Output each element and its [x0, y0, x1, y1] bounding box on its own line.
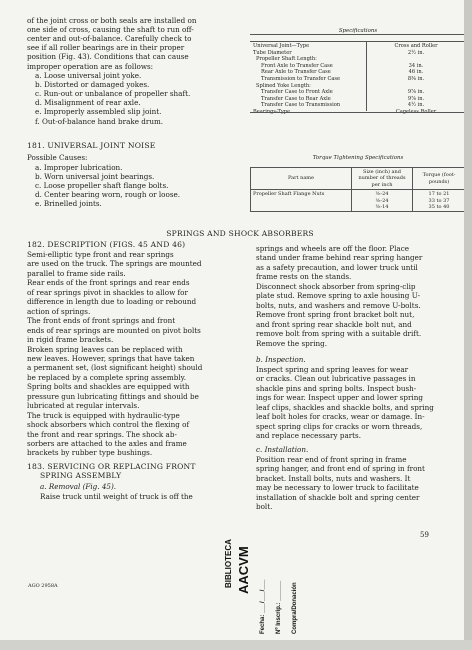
spec-value: 46 in. [408, 69, 424, 76]
text-line: Position rear end of front spring in frame [256, 455, 407, 464]
spec-value: 2½ in. [407, 49, 425, 56]
text-line: c. Loose propeller shaft flange bolts. [35, 181, 169, 191]
torque-size-1: ⅜-24 [375, 191, 389, 198]
spec-row [253, 56, 463, 63]
springs-section-title: SPRINGS AND SHOCK ABSORBERS [166, 229, 314, 238]
spec-label: Rear Axle to Transfer Case [261, 69, 331, 76]
text-line: are used on the truck. The springs are mounted [27, 259, 202, 269]
spec-value: 9⅞ in. [407, 89, 425, 96]
section-182-title: 182. DESCRIPTION (FIGS. 45 AND 46) [27, 240, 186, 249]
text-line: leaf bolt holes for cracks, wear or damage. In- [256, 412, 425, 422]
text-line: of rear springs pivot in shackles to allow for [27, 287, 188, 297]
spec-row [253, 43, 463, 50]
text-line: Disconnect shock absorber from spring-clip [256, 281, 416, 291]
text-line: Remove the spring. [256, 338, 328, 348]
spec-label: Transfer Case to Rear Axle [261, 95, 331, 102]
torque-value-2: 33 to 37 [428, 197, 450, 204]
torque-size-2: ⅜-24 [375, 197, 389, 204]
spec-title: Specifications [338, 28, 378, 34]
text-line: difference in length due to loading or rebound [27, 297, 197, 307]
spec-row [253, 76, 463, 83]
spec-label: Transfer Case to Transmission [261, 102, 341, 109]
text-line: shackle pins and spring bolts. Inspect bush- [256, 383, 417, 393]
text-line: one side of cross, causing the shaft to run off- [27, 25, 194, 35]
stamp-compra: Compra/Donación [292, 582, 298, 634]
text-line: leaf clips, shackles and shackle bolts, and spring [256, 402, 434, 412]
text-line: a permanent set, (lost significant height) should [27, 363, 203, 373]
text-line: bolts, nuts, and washers and remove U-bolts. [256, 300, 421, 310]
torque-header-torque: Torque (foot-pounds) [413, 168, 466, 190]
text-line: Broken spring leaves can be replaced with [27, 344, 183, 354]
text-line: remove bolt from spring with a suitable drift. [256, 329, 422, 339]
spec-label: Transfer Case to Front Axle [261, 89, 333, 96]
section-183-title-line2: SPRING ASSEMBLY [40, 471, 122, 480]
text-line: e. Improperly assembled slip joint. [35, 107, 162, 117]
text-line: shock absorbers which control the flexing of [27, 420, 190, 430]
spec-bottom-rule [250, 112, 466, 113]
torque-size-3: ⅜-14 [375, 204, 389, 211]
text-line: in rigid frame brackets. [27, 335, 114, 345]
text-line: ings for wear. Inspect upper and lower spring [256, 393, 423, 403]
spec-row [253, 102, 463, 109]
text-line: parallel to frame side rails. [27, 268, 126, 278]
footer-code: AGO 2958A [28, 583, 58, 589]
spec-row [253, 63, 463, 70]
spec-label: Transmission to Transfer Case [261, 75, 341, 82]
text-line: b. Worn universal joint bearings. [35, 172, 155, 182]
torque-value-1: 17 to 21 [428, 191, 450, 198]
removal-heading: a. Removal (Fig. 45). [40, 482, 117, 491]
installation-heading: c. Installation. [256, 445, 309, 454]
page-bottom-shadow [0, 640, 472, 650]
text-line: spect spring clips for cracks or worn threads, [256, 421, 423, 431]
spec-row [253, 69, 463, 76]
text-line: c. Run-out or unbalance of propeller shaft. [35, 89, 191, 99]
spec-row [253, 96, 463, 103]
text-line: Remove front spring front bracket bolt nut, [256, 310, 415, 320]
spec-label: Front Axle to Transfer Case [261, 62, 333, 69]
text-line: as a safety precaution, and lower truck until [256, 262, 418, 272]
text-line: d. Misalignment of rear axle. [35, 98, 141, 108]
section-181-title: 181. UNIVERSAL JOINT NOISE [27, 141, 156, 150]
torque-values [413, 190, 466, 212]
text-line: may be necessary to lower truck to facilitate [256, 483, 419, 493]
text-line: the front and rear springs. The shock ab- [27, 429, 177, 439]
text-line: Semi-elliptic type front and rear springs [27, 250, 174, 259]
text-line: action of springs. [27, 306, 91, 316]
spec-label: Universal Joint—Type [253, 43, 310, 49]
stamp-numero: Nº Inscrip.: ______ [276, 580, 282, 634]
possible-causes-label: Possible Causes: [27, 153, 88, 162]
text-line: pressure gun lubricating fittings and should be [27, 391, 199, 401]
text-line: bracket. Install bolts, nuts and washers. It [256, 473, 411, 483]
torque-title: Torque Tightening Specifications [312, 155, 404, 161]
torque-header-part: Part name [251, 168, 352, 190]
spec-value: 8⅜ in. [407, 75, 425, 82]
removal-line: Raise truck until weight of truck is off the [40, 492, 193, 501]
spec-value: 9⅞ in. [407, 95, 425, 102]
text-line: e. Brinelled joints. [35, 199, 102, 209]
text-line: brackets by rubber type bushings. [27, 448, 153, 458]
text-line: bolt. [256, 502, 273, 512]
spec-value: Cross and Roller [394, 43, 438, 49]
text-line: and front spring rear shackle bolt nut, and [256, 319, 412, 329]
inspection-heading: b. Inspection. [256, 355, 306, 364]
spec-row [253, 89, 463, 96]
spec-value [369, 83, 463, 90]
text-line: ends of rear springs are mounted on pivot bolts [27, 325, 201, 335]
spec-label: Bearings-Type [253, 108, 291, 115]
section-183-title-line1: 183. SERVICING OR REPLACING FRONT [27, 462, 196, 471]
text-line: or cracks. Clean out lubricative passages in [256, 374, 416, 384]
text-line: Rear ends of the front springs and rear ends [27, 278, 190, 288]
text-line: f. Out-of-balance hand brake drum. [35, 116, 164, 126]
spec-label: Splined Yoke Length: [256, 82, 311, 89]
text-line: see if all roller bearings are in their proper [27, 43, 185, 53]
spec-value: 34 in. [408, 62, 424, 69]
torque-table [250, 167, 466, 212]
text-line: new leaves. However, springs that have taken [27, 353, 195, 363]
stamp-biblioteca: BIBLIOTECA [224, 539, 233, 588]
spec-row [253, 50, 463, 57]
stamp-aacvm: AACVM [236, 546, 251, 594]
text-line: d. Center bearing worn, rough or loose. [35, 190, 181, 200]
text-line: and replace necessary parts. [256, 431, 362, 441]
spec-table [253, 43, 463, 116]
text-line: installation of shackle bolt and spring center [256, 492, 420, 502]
page-edge-shadow [464, 0, 472, 650]
spec-value [369, 56, 463, 63]
text-line: lubricated at regular intervals. [27, 401, 140, 411]
spec-value: 4½ in. [407, 102, 425, 109]
text-line: The front ends of front springs and front [27, 316, 176, 326]
torque-sizes [352, 190, 413, 212]
spec-row [253, 83, 463, 90]
spec-label: Tube Diameter [253, 49, 292, 56]
text-line: stand under frame behind rear spring hanger [256, 253, 423, 263]
library-stamp [218, 522, 358, 640]
torque-value-3: 35 to 40 [428, 204, 450, 211]
page-number: 59 [420, 531, 429, 539]
text-line: center and out-of-balance. Carefully check to [27, 34, 192, 44]
text-line: spring hanger, and front end of spring in front [256, 464, 425, 474]
text-line: b. Distorted or damaged yokes. [35, 80, 150, 90]
text-line: Spring bolts and shackles are equipped with [27, 382, 190, 392]
torque-header-size: Size (inch) and number of threads per inch [352, 168, 413, 190]
spec-value: Cageless Roller [395, 108, 437, 115]
text-line: a. Loose universal joint yoke. [35, 71, 142, 80]
text-line: springs and wheels are off the floor. Place [256, 244, 409, 253]
text-line: position (Fig. 43). Conditions that can cause [27, 52, 189, 62]
text-line: The truck is equipped with hydraulic-type [27, 410, 180, 420]
spec-rule-2 [250, 41, 466, 42]
torque-part-name: Propeller Shaft Flange Nuts [251, 190, 352, 212]
spec-label: Propeller Shaft Length: [256, 56, 317, 63]
text-line: improper operation are as follows: [27, 61, 154, 71]
text-line: be replaced by a complete spring assembly. [27, 372, 187, 382]
text-line: of the joint cross or both seals are installed on [27, 16, 197, 25]
text-line: sorbers are attached to the axles and frame [27, 439, 187, 448]
text-line: plate stud. Remove spring to axle housing U- [256, 291, 421, 301]
text-line: a. Improper lubrication. [35, 163, 123, 172]
stamp-fecha: Fecha: ___/___/___ [260, 579, 266, 634]
text-line: frame rests on the stands. [256, 272, 352, 282]
text-line: Inspect spring and spring leaves for wear [256, 365, 409, 374]
